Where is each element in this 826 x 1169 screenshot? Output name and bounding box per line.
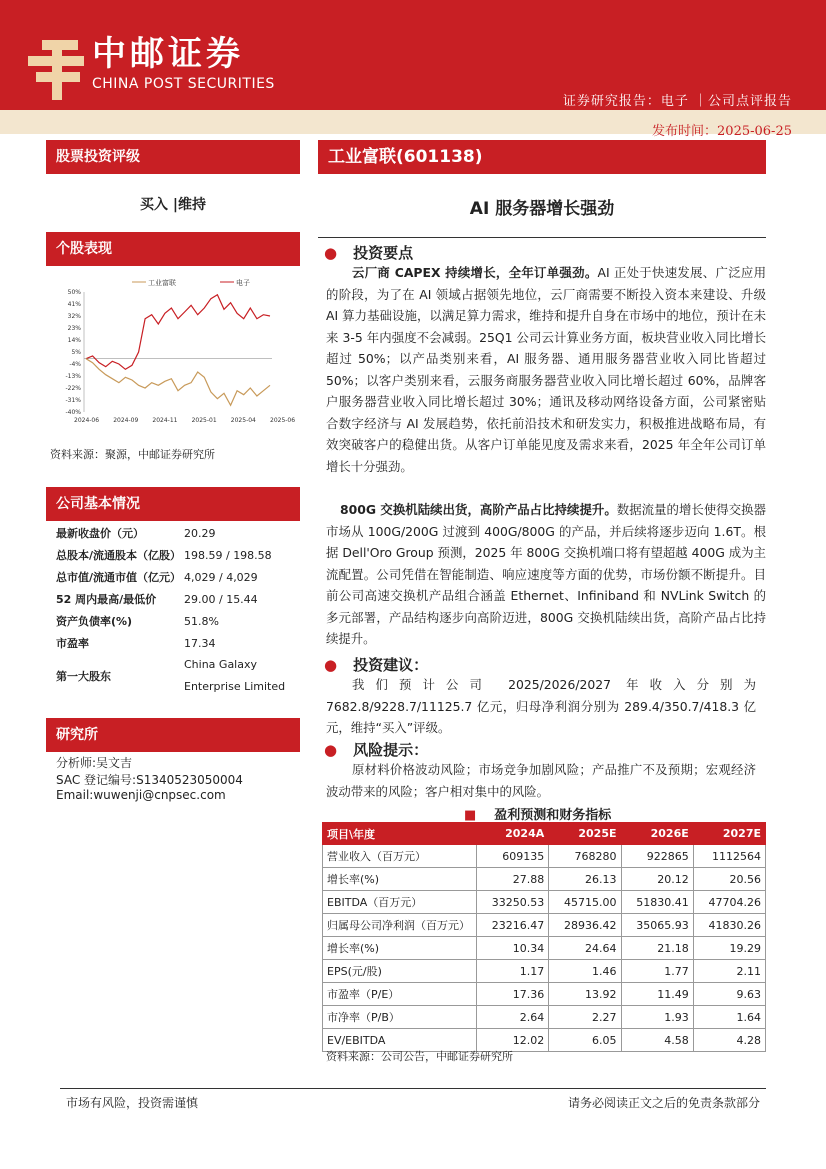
legend-label: 电子 [236, 279, 250, 287]
paragraph-advice: 我们预计公司 2025/2026/2027 年收入分别为 7682.8/9228.7/11125.7 亿元，归母净利润分别为 289.4/350.7/418.3 亿元，维持“买入”评级。 [326, 677, 756, 735]
rating-title: 股票投资评级 [46, 140, 300, 174]
table-cell: 20.12 [621, 868, 693, 891]
y-tick-label: -13% [65, 373, 81, 380]
paragraph-capex: 云厂商 CAPEX 持续增长，全年订单强劲。AI 正处于快速发展、广泛应用的阶段，为了在 AI 领域占据领先地位，云厂商需要不断投入资本来建设、升级 AI 算力基础设施，以满足算力需求，维持和提升自身在市场中的地位，预计在未来 3-5 年内强度不会减弱。25Q1 公司云计算业务方面，板块营业收入同比增长超过 50%；以产品类别来看，AI 服务器、通用服务器营业收入同比皆超过 50%；以客户类别来看，云服务商服务器营业收入同比增长超过 60%，品牌客户服务器营业收入同比增长超过 30%；通讯及移动网络设备方面，公司紧密贴合数字经济与 AI 发展趋势，依托前沿技术和研发实力，积极推进战略布局，有效突破客户的稳健出货。从客户订单能见度及需求来看，2025 年全年公司订单增长十分强劲。 [326, 265, 766, 474]
table-cell: 21.18 [621, 937, 693, 960]
table-cell: 1.93 [621, 1006, 693, 1029]
stock-performance-chart [50, 272, 296, 432]
china-post-logo-icon [28, 40, 84, 100]
performance-title: 个股表现 [46, 232, 300, 266]
table-cell: 1112564 [693, 845, 765, 868]
footer-left: 市场有风险，投资需谨慎 [66, 1096, 199, 1110]
research-title: 研究所 [46, 718, 300, 752]
table-row [323, 983, 766, 1006]
table-cell: 19.29 [693, 937, 765, 960]
bullet-icon: ● [324, 656, 338, 674]
y-tick-label: 23% [67, 325, 81, 332]
table-cell: 2.27 [549, 1006, 621, 1029]
basic-info-key: 最新收盘价（元） [56, 527, 144, 540]
legend-label: 工业富联 [148, 279, 176, 287]
table-cell: 17.36 [477, 983, 549, 1006]
basic-info-row [52, 632, 300, 654]
paragraph-risk: 原材料价格波动风险；市场竞争加剧风险；产品推广不及预期；宏观经济波动带来的风险；客户相对集中的风险。 [326, 762, 756, 799]
y-tick-label: 50% [67, 289, 81, 296]
basic-info-row [52, 654, 300, 698]
table-cell: 1.64 [693, 1006, 765, 1029]
basic-info-key: 市盈率 [56, 637, 89, 650]
report-headline: AI 服务器增长强劲 [469, 199, 615, 219]
basic-info-key: 资产负债率(%) [56, 615, 133, 628]
table-cell: 9.63 [693, 983, 765, 1006]
bullet-icon: ● [324, 244, 338, 262]
basic-info-value: 29.00 / 15.44 [184, 592, 258, 606]
y-tick-label: -31% [65, 397, 81, 404]
table-cell: 市净率（P/B） [323, 1006, 477, 1029]
table-cell: 4.58 [621, 1029, 693, 1052]
basic-info-value: 20.29 [184, 526, 216, 540]
table-cell: 35065.93 [621, 914, 693, 937]
table-cell: 28936.42 [549, 914, 621, 937]
basic-info-key: 总市值/流通市值（亿元） [56, 571, 182, 584]
basic-info-row [52, 544, 300, 566]
basic-info-table [52, 522, 300, 698]
table-header-cell: 2027E [693, 823, 765, 845]
table-cell: 增长率(%) [323, 868, 477, 891]
logo-english: CHINA POST SECURITIES [92, 76, 275, 92]
table-cell: 609135 [477, 845, 549, 868]
basic-info-value: 17.34 [184, 636, 216, 650]
footer-right: 请务必阅读正文之后的免责条款部分 [567, 1096, 760, 1110]
sac-number: SAC 登记编号:S1340523050004 [56, 773, 243, 787]
table-row [323, 845, 766, 868]
section-investment-points: ● 投资要点 [324, 244, 414, 262]
basic-info-value: 4,029 / 4,029 [184, 570, 258, 584]
table-cell: 13.92 [549, 983, 621, 1006]
section-risk: ● 风险提示： [324, 741, 429, 759]
table-cell: 922865 [621, 845, 693, 868]
footer-divider [60, 1088, 766, 1089]
basic-info-key: 总股本/流通股本（亿股） [56, 549, 182, 562]
table-cell: 47704.26 [693, 891, 765, 914]
paragraph-switch: 800G 交换机陆续出货，高阶产品占比持续提升。数据流量的增长使得交换器市场从 100G/200G 过渡到 400G/800G 的产品，并后续将逐步迈向 1.6T。根据 Dell'Oro Group 预测，2025 年 800G 交换机端口将有望超越 400G 成为主流配置。公司凭借在智能制造、响应速度等方面的优势，市场份额不断提升。目前公司高速交换机产品组合涵盖 Ethernet、Infiniband 和 NVLink Switch 的多元部署，产品结构逐步向高阶迈进，800G 交换机陆续出货，高阶产品占比持续提升。 [326, 502, 766, 646]
table-cell: EV/EBITDA [323, 1029, 477, 1052]
report-category: 证券研究报告：电子 ｜公司点评报告 [562, 94, 792, 109]
y-tick-label: -4% [69, 361, 81, 368]
y-tick-label: -40% [65, 409, 81, 416]
square-bullet-icon: ■ [464, 808, 477, 823]
table-cell: 10.34 [477, 937, 549, 960]
table-cell: 768280 [549, 845, 621, 868]
basic-info-title: 公司基本情况 [46, 487, 300, 521]
table-header-cell: 2025E [549, 823, 621, 845]
table-cell: 27.88 [477, 868, 549, 891]
table-cell: 营业收入（百万元） [323, 845, 477, 868]
basic-info-row [52, 566, 300, 588]
basic-info-key: 第一大股东 [56, 670, 111, 683]
chart-source: 资料来源：聚源，中邮证券研究所 [50, 448, 215, 461]
table-title: ■ 盈利预测和财务指标 [464, 808, 612, 823]
series-line-electronics [86, 295, 270, 370]
y-tick-label: 32% [67, 313, 81, 320]
basic-info-row [52, 588, 300, 610]
table-cell: 51830.41 [621, 891, 693, 914]
table-cell: 20.56 [693, 868, 765, 891]
bullet-icon: ● [324, 741, 338, 759]
stock-name: 工业富联(601138) [318, 140, 766, 174]
table-cell: 4.28 [693, 1029, 765, 1052]
x-tick-label: 2025-04 [230, 417, 256, 424]
table-header-cell: 项目\年度 [323, 823, 477, 845]
table-header-cell: 2024A [477, 823, 549, 845]
table-row [323, 937, 766, 960]
table-cell: 市盈率（P/E） [323, 983, 477, 1006]
table-row [323, 891, 766, 914]
basic-info-value: 198.59 / 198.58 [184, 548, 272, 562]
table-cell: 增长率(%) [323, 937, 477, 960]
basic-info-row [52, 522, 300, 544]
y-tick-label: 5% [71, 349, 81, 356]
basic-info-row [52, 610, 300, 632]
basic-info-value: 51.8% [184, 614, 219, 628]
table-cell: 1.46 [549, 960, 621, 983]
table-cell: 24.64 [549, 937, 621, 960]
table-cell: 1.77 [621, 960, 693, 983]
table-cell: 1.17 [477, 960, 549, 983]
table-cell: 45715.00 [549, 891, 621, 914]
table-row [323, 960, 766, 983]
series-line-stock [86, 359, 270, 406]
table-cell: 6.05 [549, 1029, 621, 1052]
table-row [323, 914, 766, 937]
table-cell: 33250.53 [477, 891, 549, 914]
y-tick-label: 14% [67, 337, 81, 344]
table-cell: 26.13 [549, 868, 621, 891]
x-tick-label: 2024-06 [74, 417, 100, 424]
analyst-name: 分析师:吴文吉 [56, 756, 133, 770]
x-tick-label: 2025-06 [270, 417, 296, 424]
table-cell: 23216.47 [477, 914, 549, 937]
x-tick-label: 2024-09 [113, 417, 139, 424]
table-cell: 12.02 [477, 1029, 549, 1052]
table-cell: 41830.26 [693, 914, 765, 937]
publish-date: 发布时间：2025-06-25 [652, 124, 792, 139]
divider [318, 237, 766, 238]
table-row [323, 868, 766, 891]
basic-info-key: 52 周内最高/最低价 [56, 593, 157, 606]
x-tick-label: 2024-11 [152, 417, 178, 424]
logo-text: 中邮证券 [92, 34, 244, 74]
y-tick-label: -22% [65, 385, 81, 392]
table-row [323, 1006, 766, 1029]
analyst-email[interactable]: Email:wuwenji@cnpsec.com [56, 788, 226, 802]
table-cell: 2.11 [693, 960, 765, 983]
table-cell: 11.49 [621, 983, 693, 1006]
basic-info-value: China Galaxy Enterprise Limited [184, 658, 286, 693]
section-advice: ● 投资建议： [324, 656, 429, 674]
x-tick-label: 2025-01 [191, 417, 217, 424]
table-header-cell: 2026E [621, 823, 693, 845]
table-cell: 2.64 [477, 1006, 549, 1029]
table-cell: EPS(元/股) [323, 960, 477, 983]
rating-value: 买入 |维持 [140, 197, 206, 213]
y-tick-label: 41% [67, 301, 81, 308]
table-source: 资料来源：公司公告，中邮证券研究所 [326, 1050, 513, 1063]
table-cell: 归属母公司净利润（百万元） [323, 914, 477, 937]
table-cell: EBITDA（百万元） [323, 891, 477, 914]
financial-table [322, 822, 766, 1052]
